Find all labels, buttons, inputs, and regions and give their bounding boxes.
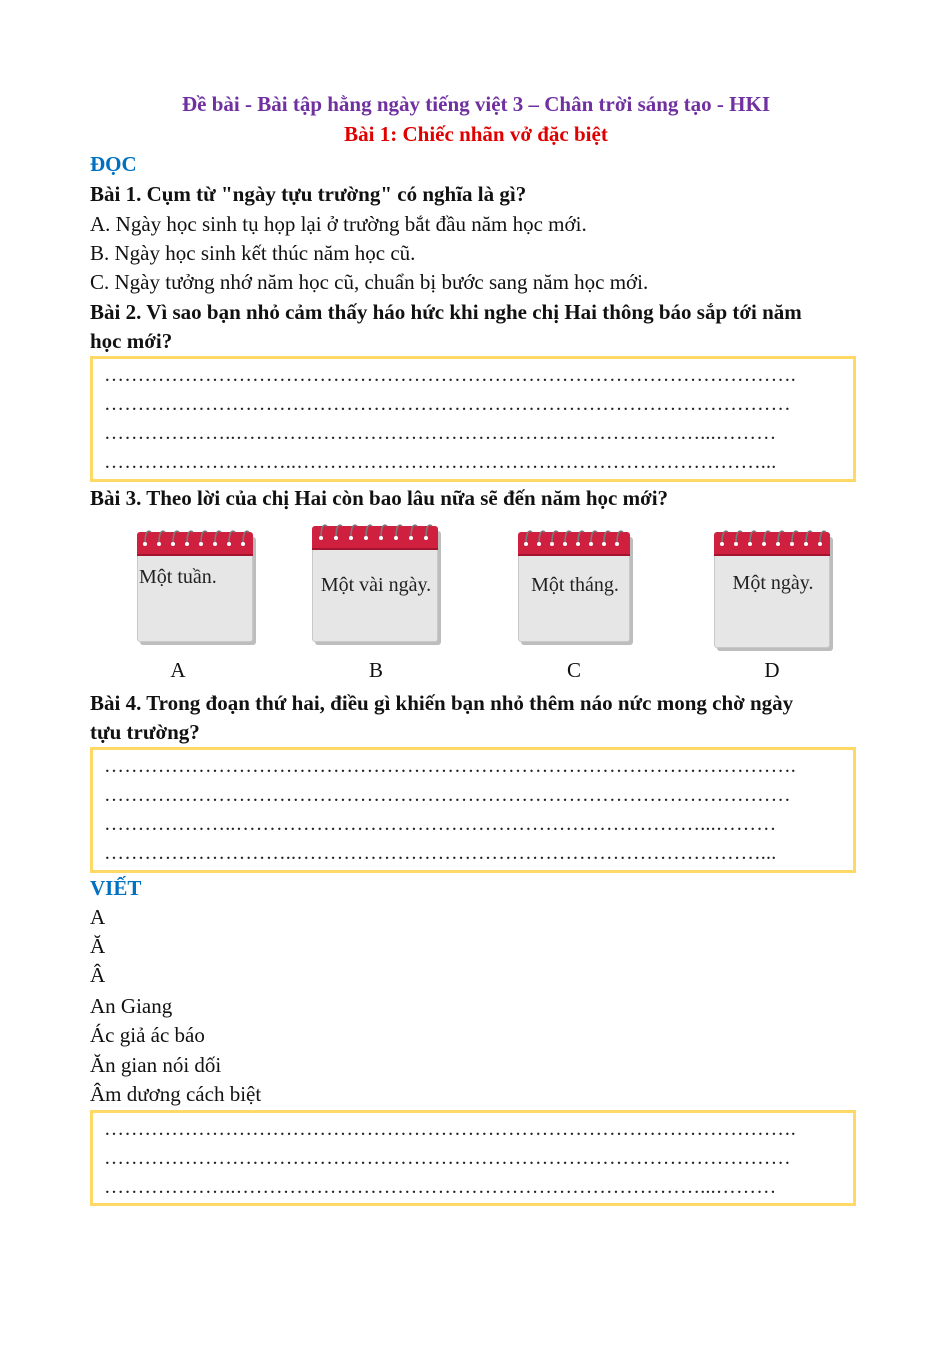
calendar-label: Một tuần. [139,566,217,588]
calendar-choice-b[interactable] [312,518,440,634]
question-1-option-b: B. Ngày học sinh kết thúc năm học cũ. [90,241,416,265]
calendar-label: Một tháng. [531,574,619,596]
calendar-rings-icon [518,524,632,554]
calendar-rings-icon [312,518,440,548]
writing-practice-box[interactable] [90,1110,856,1206]
question-2-line-1: Bài 2. Vì sao bạn nhỏ cảm thấy háo hức khi nghe chị Hai thông báo sắp tới năm [90,300,802,324]
writing-line: A [90,905,106,929]
lesson-title: Bài 1: Chiếc nhãn vở đặc biệt [344,122,608,146]
answer-line: ………………………..……………………………………………………………... [104,451,777,473]
answer-line: ………………………………………………………………………………………… [104,784,791,806]
calendar-label: Một vài ngày. [320,574,432,596]
calendar-choice-a[interactable] [137,524,255,640]
answer-line: …………………………………………………………………………………………. [104,755,796,777]
question-1-option-a: A. Ngày học sinh tụ họp lại ở trường bắt đầu năm học mới. [90,212,587,236]
choice-letter-a: A [170,658,186,682]
answer-line: ………………………………………………………………………………………… [104,393,791,415]
writing-line: Ác giả ác báo [90,1023,205,1047]
calendar-rings-icon [714,524,832,554]
answer-line: …………………………………………………………………………………………. [104,1118,796,1140]
calendar-choice-d[interactable] [714,524,832,640]
section-heading-doc: ĐỌC [90,152,137,176]
section-heading-viet: VIẾT [90,876,142,900]
question-1-option-c: C. Ngày tưởng nhớ năm học cũ, chuẩn bị bước sang năm học mới. [90,270,649,294]
answer-line: ………………..……………………………………………………………...……… [104,1176,777,1198]
answer-line: ………………..……………………………………………………………...……… [104,422,777,444]
question-3: Bài 3. Theo lời của chị Hai còn bao lâu nữa sẽ đến năm học mới? [90,486,669,510]
calendar-choice-c[interactable] [518,524,632,640]
answer-line: …………………………………………………………………………………………. [104,364,796,386]
calendar-label: Một ngày. [732,572,814,594]
question-4-line-1: Bài 4. Trong đoạn thứ hai, điều gì khiến bạn nhỏ thêm náo nức mong chờ ngày [90,691,794,715]
writing-line: Ăn gian nói dối [90,1053,222,1077]
writing-line: Â [90,963,106,987]
answer-box-question-2[interactable] [90,356,856,482]
answer-line: ………………………………………………………………………………………… [104,1147,791,1169]
writing-line: Ă [90,934,106,958]
worksheet-title: Đề bài - Bài tập hằng ngày tiếng việt 3 – Chân trời sáng tạo - HKI [182,92,770,116]
choice-letter-b: B [368,658,383,682]
answer-line: ………………………..……………………………………………………………... [104,842,777,864]
writing-line: Âm dương cách biệt [90,1082,262,1106]
answer-box-question-4[interactable] [90,747,856,873]
question-1: Bài 1. Cụm từ "ngày tựu trường" có nghĩa là gì? [90,182,527,206]
answer-line: ………………..……………………………………………………………...……… [104,813,777,835]
choice-letter-d: D [764,658,780,682]
writing-line: An Giang [90,994,173,1018]
calendar-rings-icon [137,524,255,554]
question-4-line-2: tựu trường? [90,720,200,744]
question-2-line-2: học mới? [90,329,173,353]
choice-letter-c: C [566,658,581,682]
